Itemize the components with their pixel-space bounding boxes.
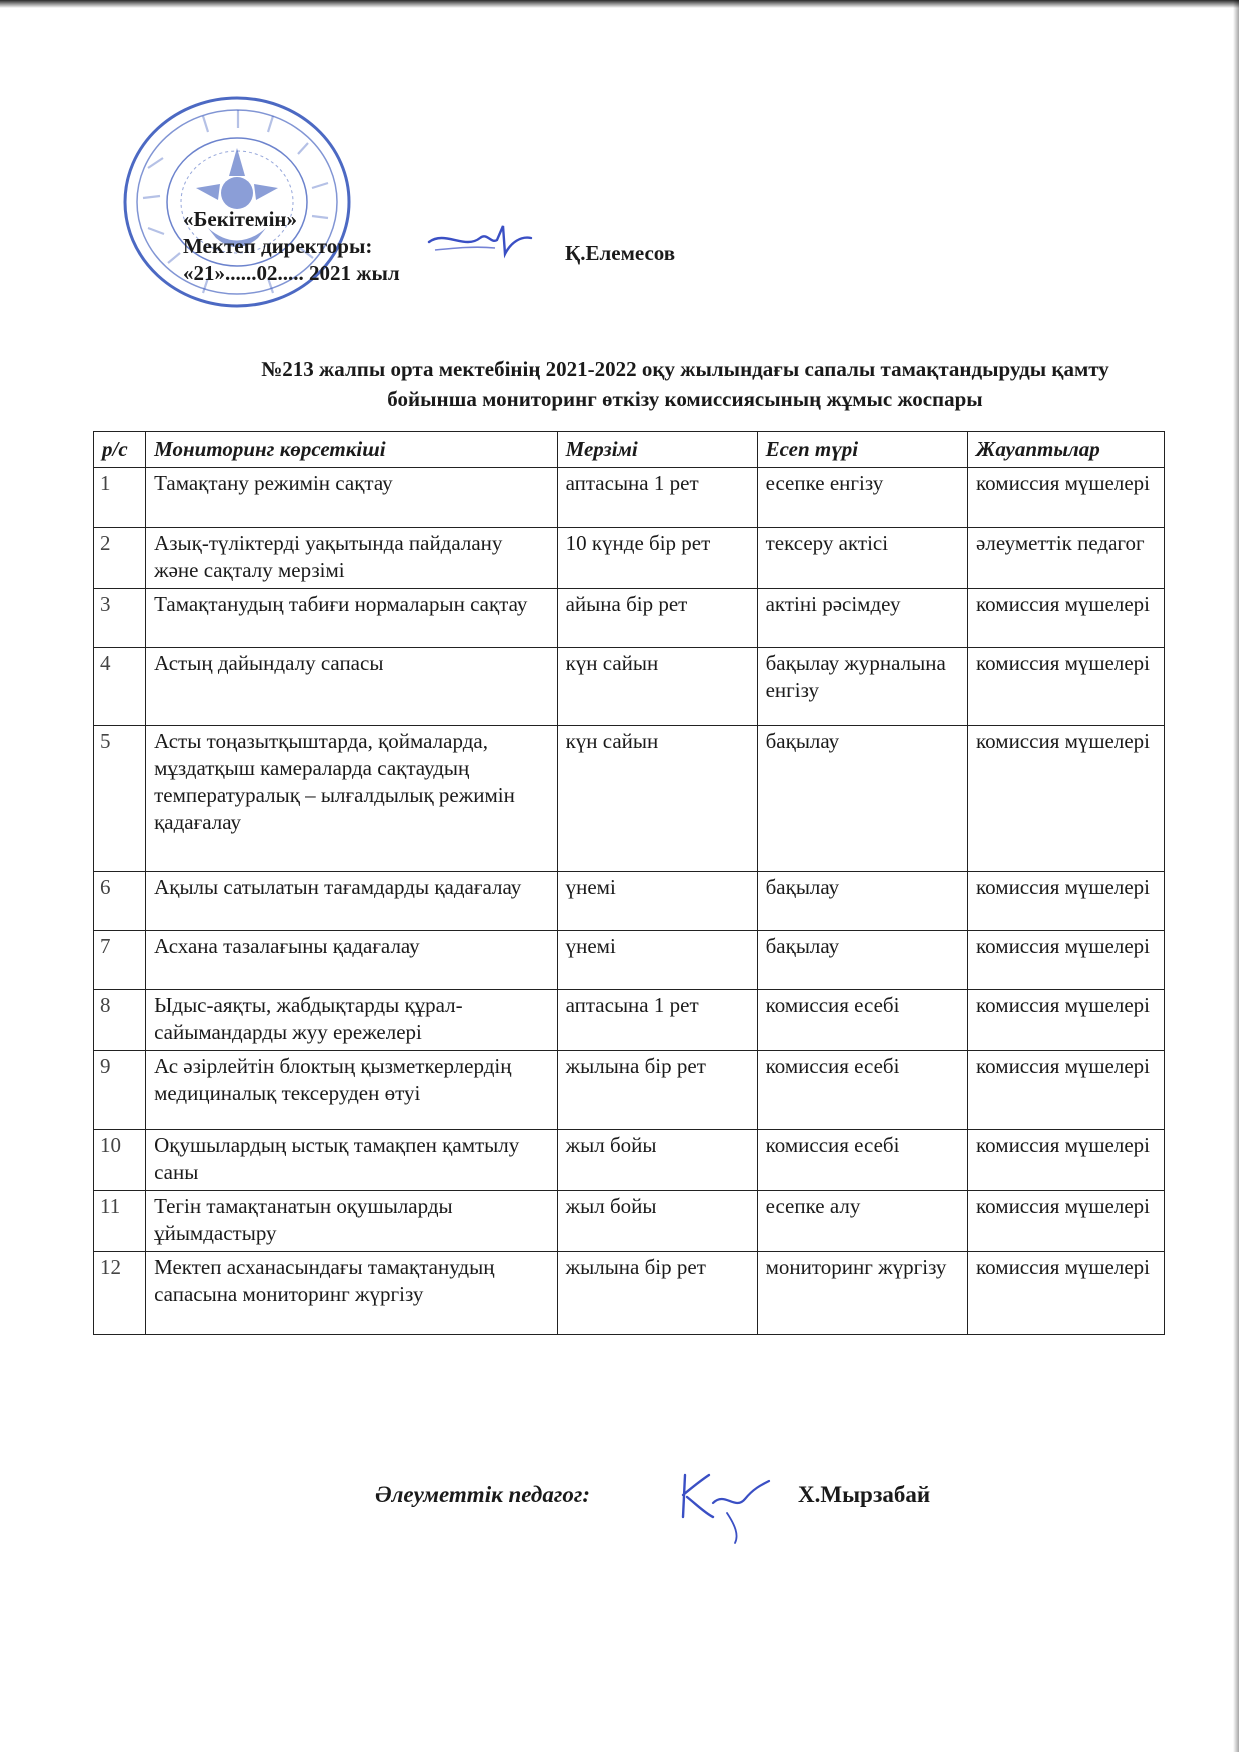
row-report-type: бақылау журналына енгізу [757, 648, 967, 726]
row-report-type: комиссия есебі [757, 1051, 967, 1130]
row-term: үнемі [557, 931, 757, 990]
row-report-type: комиссия есебі [757, 990, 967, 1051]
row-term: аптасына 1 рет [557, 468, 757, 528]
row-report-type: бақылау [757, 872, 967, 931]
row-report-type: бақылау [757, 931, 967, 990]
document-title [170, 354, 1200, 414]
row-number: 5 [94, 726, 146, 872]
header-indicator: Мониторинг көрсеткіші [146, 432, 558, 468]
row-responsible: комиссия мүшелері [968, 648, 1165, 726]
row-responsible: комиссия мүшелері [968, 872, 1165, 931]
approval-heading: «Бекітемін» [183, 207, 298, 231]
row-report-type: актіні рәсімдеу [757, 589, 967, 648]
row-report-type: тексеру актісі [757, 528, 967, 589]
pedagogue-signature [665, 1455, 775, 1545]
row-responsible: комиссия мүшелері [968, 931, 1165, 990]
row-indicator: Азық-түліктерді уақытында пайдалану және сақталу мерзімі [146, 528, 558, 589]
row-term: айына бір рет [557, 589, 757, 648]
row-indicator: Асты тоңазытқыштарда, қоймаларда, мұздатқыш камераларда сақтаудың температуралық – ылғалдылық режимін қадағалау [146, 726, 558, 872]
table-row [94, 872, 1165, 931]
row-indicator: Мектеп асханасындағы тамақтанудың сапасына мониторинг жүргізу [146, 1252, 558, 1335]
table-row [94, 528, 1165, 589]
row-number: 3 [94, 589, 146, 648]
row-report-type: есепке алу [757, 1191, 967, 1252]
director-signature [425, 220, 535, 270]
scan-edge-right [1233, 0, 1239, 1752]
row-indicator: Ас әзірлейтін блоктың қызметкерлердің медициналық тексеруден өтуі [146, 1051, 558, 1130]
table-row [94, 1051, 1165, 1130]
row-number: 10 [94, 1130, 146, 1191]
row-number: 6 [94, 872, 146, 931]
row-number: 8 [94, 990, 146, 1051]
table-row [94, 1191, 1165, 1252]
pedagogue-role: Әлеуметтік педагог: [375, 1482, 590, 1507]
director-name: Қ.Елемесов [565, 241, 676, 265]
table-row [94, 1130, 1165, 1191]
row-responsible: комиссия мүшелері [968, 990, 1165, 1051]
header-responsible: Жауаптылар [968, 432, 1165, 468]
header-term: Мерзімі [557, 432, 757, 468]
table-row [94, 1252, 1165, 1335]
approval-date: «21»......02..... 2021 жыл [183, 261, 400, 285]
pedagogue-name: Х.Мырзабай [798, 1482, 931, 1507]
director-label: Мектеп директоры: [183, 234, 373, 258]
work-plan-table [93, 431, 1165, 1335]
table-row [94, 468, 1165, 528]
row-indicator: Ыдыс-аяқты, жабдықтарды құрал-сайымандарды жуу ережелері [146, 990, 558, 1051]
row-report-type: есепке енгізу [757, 468, 967, 528]
row-term: жыл бойы [557, 1130, 757, 1191]
row-indicator: Оқушылардың ыстық тамақпен қамтылу саны [146, 1130, 558, 1191]
table-row [94, 931, 1165, 990]
row-responsible: комиссия мүшелері [968, 1130, 1165, 1191]
row-term: жыл бойы [557, 1191, 757, 1252]
row-responsible: комиссия мүшелері [968, 1191, 1165, 1252]
row-responsible: комиссия мүшелері [968, 1252, 1165, 1335]
row-indicator: Ақылы сатылатын тағамдарды қадағалау [146, 872, 558, 931]
row-number: 12 [94, 1252, 146, 1335]
title-line-1: №213 жалпы орта мектебінің 2021-2022 оқу жылындағы сапалы тамақтандыруды қамту [261, 357, 1109, 381]
scan-edge-top [0, 0, 1239, 8]
table-row [94, 589, 1165, 648]
row-indicator: Тамақтану режимін сақтау [146, 468, 558, 528]
row-number: 11 [94, 1191, 146, 1252]
row-number: 9 [94, 1051, 146, 1130]
table-row [94, 726, 1165, 872]
row-term: жылына бір рет [557, 1252, 757, 1335]
row-indicator: Астың дайындалу сапасы [146, 648, 558, 726]
header-number: р/с [94, 432, 146, 468]
row-term: аптасына 1 рет [557, 990, 757, 1051]
row-responsible: комиссия мүшелері [968, 468, 1165, 528]
table-body [94, 468, 1165, 1335]
header-report-type: Есеп түрі [757, 432, 967, 468]
row-indicator: Тамақтанудың табиғи нормаларын сақтау [146, 589, 558, 648]
table-header-row [94, 432, 1165, 468]
row-indicator: Асхана тазалағыны қадағалау [146, 931, 558, 990]
approval-block [183, 206, 400, 287]
row-term: 10 күнде бір рет [557, 528, 757, 589]
row-report-type: мониторинг жүргізу [757, 1252, 967, 1335]
row-term: күн сайын [557, 726, 757, 872]
title-line-2: бойынша мониторинг өткізу комиссиясының жұмыс жоспары [387, 387, 983, 411]
row-number: 2 [94, 528, 146, 589]
row-report-type: бақылау [757, 726, 967, 872]
table-row [94, 648, 1165, 726]
row-report-type: комиссия есебі [757, 1130, 967, 1191]
row-number: 4 [94, 648, 146, 726]
row-term: жылына бір рет [557, 1051, 757, 1130]
row-term: күн сайын [557, 648, 757, 726]
row-responsible: комиссия мүшелері [968, 726, 1165, 872]
row-indicator: Тегін тамақтанатын оқушыларды ұйымдастыру [146, 1191, 558, 1252]
row-number: 7 [94, 931, 146, 990]
row-responsible: комиссия мүшелері [968, 589, 1165, 648]
table-row [94, 990, 1165, 1051]
row-responsible: әлеуметтік педагог [968, 528, 1165, 589]
row-number: 1 [94, 468, 146, 528]
row-term: үнемі [557, 872, 757, 931]
row-responsible: комиссия мүшелері [968, 1051, 1165, 1130]
